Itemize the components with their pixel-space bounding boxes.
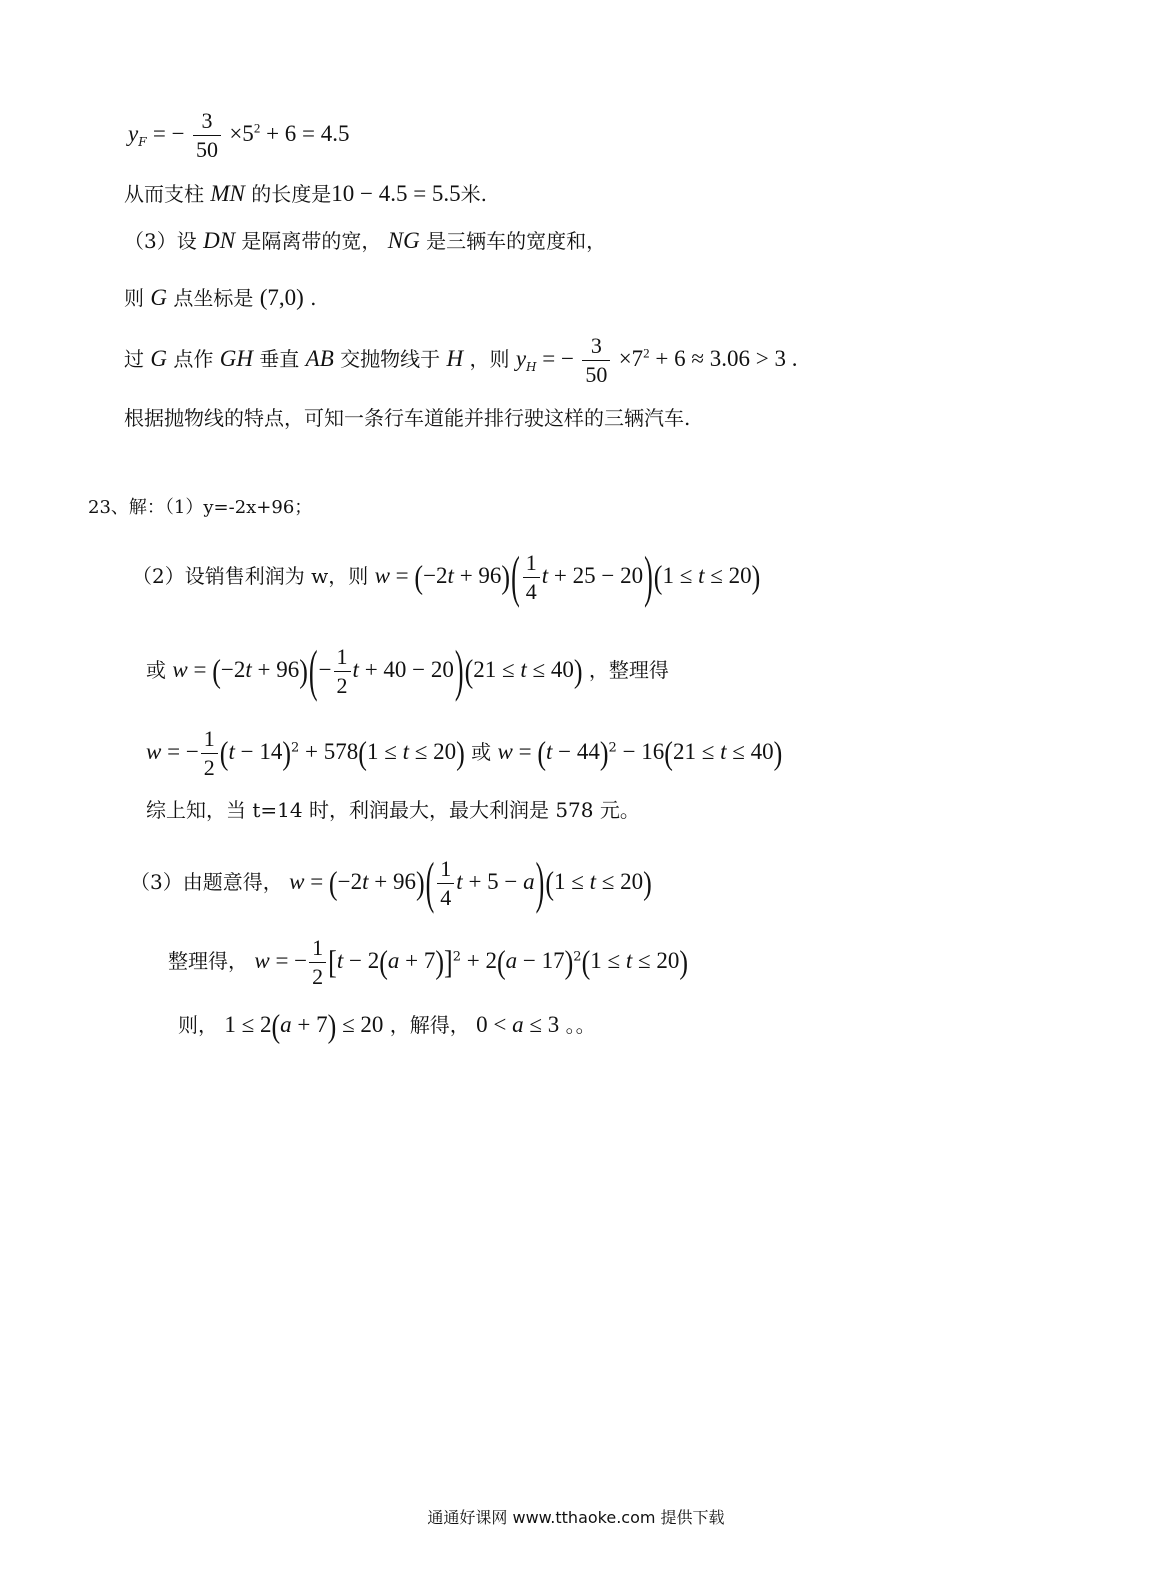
q23-part3-eq: （3）由题意得， w = (−2t + 96)( $\frac{1}{4}$ t + 5 − a)(1 ≤ t ≤ 20) xyxy=(130,850,652,915)
footer-credit: 通通好课网 www.tthaoke.com 提供下载 xyxy=(427,1508,725,1527)
sec3-intro: （3）设 DN 是隔离带的宽， NG 是三辆车的宽度和， xyxy=(124,228,607,253)
q23-part2-eq2: 或 w = (−2t + 96)(− $\frac{1}{2}$ t + 40 − 20)(21 ≤ t ≤ 40) ，整理得 xyxy=(146,638,669,703)
fraction: $\frac{1}{2}$ xyxy=(309,937,326,988)
fraction: $\frac{1}{4}$ xyxy=(437,858,454,909)
q23-part2-result: w = − $\frac{1}{2}$ $(t - 14)^2 + 578(1 \le t \le 20)$ 或 $w = (t - 44)^2 - 16(21 \le t \le 40)$ xyxy=(146,726,783,780)
fraction: $\frac{1}{4}$ xyxy=(523,552,540,603)
gh-equation-line: 过 G 点作 GH 垂直 AB 交抛物线于 H ，则 $y_H$ = − $\frac{3}{50}$ $\times 7^2 + 6 \approx 3.06 > 3$ . xyxy=(124,333,798,387)
fraction: $\frac{3}{50}$ xyxy=(582,335,610,386)
fraction: $\frac{3}{50}$ xyxy=(193,110,221,161)
conclusion-text: 根据抛物线的特点，可知一条行车道能并排行驶这样的三辆汽车. xyxy=(124,406,691,430)
fraction: $\frac{1}{2}$ xyxy=(201,728,218,779)
mn-length-text: 从而支柱 MN 的长度是10 − 4.5 = 5.5米. xyxy=(124,181,488,206)
q23-part3-solution: 则， 1 ≤ 2(a + 7) ≤ 20 ，解得， 0 < a ≤ 3 。。 xyxy=(178,1007,596,1044)
fraction: $\frac{1}{2}$ xyxy=(334,646,351,697)
q23-summary: 综上知，当 t=14 时，利润最大，最大利润是 578 元。 xyxy=(146,798,640,822)
yf-equation: $y_F$ = − $\frac{3}{50}$ $\times 5^2 + 6 = 4.5$ xyxy=(128,108,350,162)
q23-part1: 23、解：（1）y=-2x+96； xyxy=(88,497,313,518)
q23-part2-eq: （2）设销售利润为 w，则 w = (−2t + 96)( $\frac{1}{4}$ t + 25 − 20)(1 ≤ t ≤ 20) xyxy=(132,544,761,609)
q23-part3-arranged: 整理得， w = − $\frac{1}{2}$ $[t - 2(a + 7)]^2 + 2(a - 17)^2(1 \le t \le 20)$ xyxy=(168,935,689,989)
g-coordinate-text: 则 G 点坐标是 (7,0) . xyxy=(124,285,317,310)
